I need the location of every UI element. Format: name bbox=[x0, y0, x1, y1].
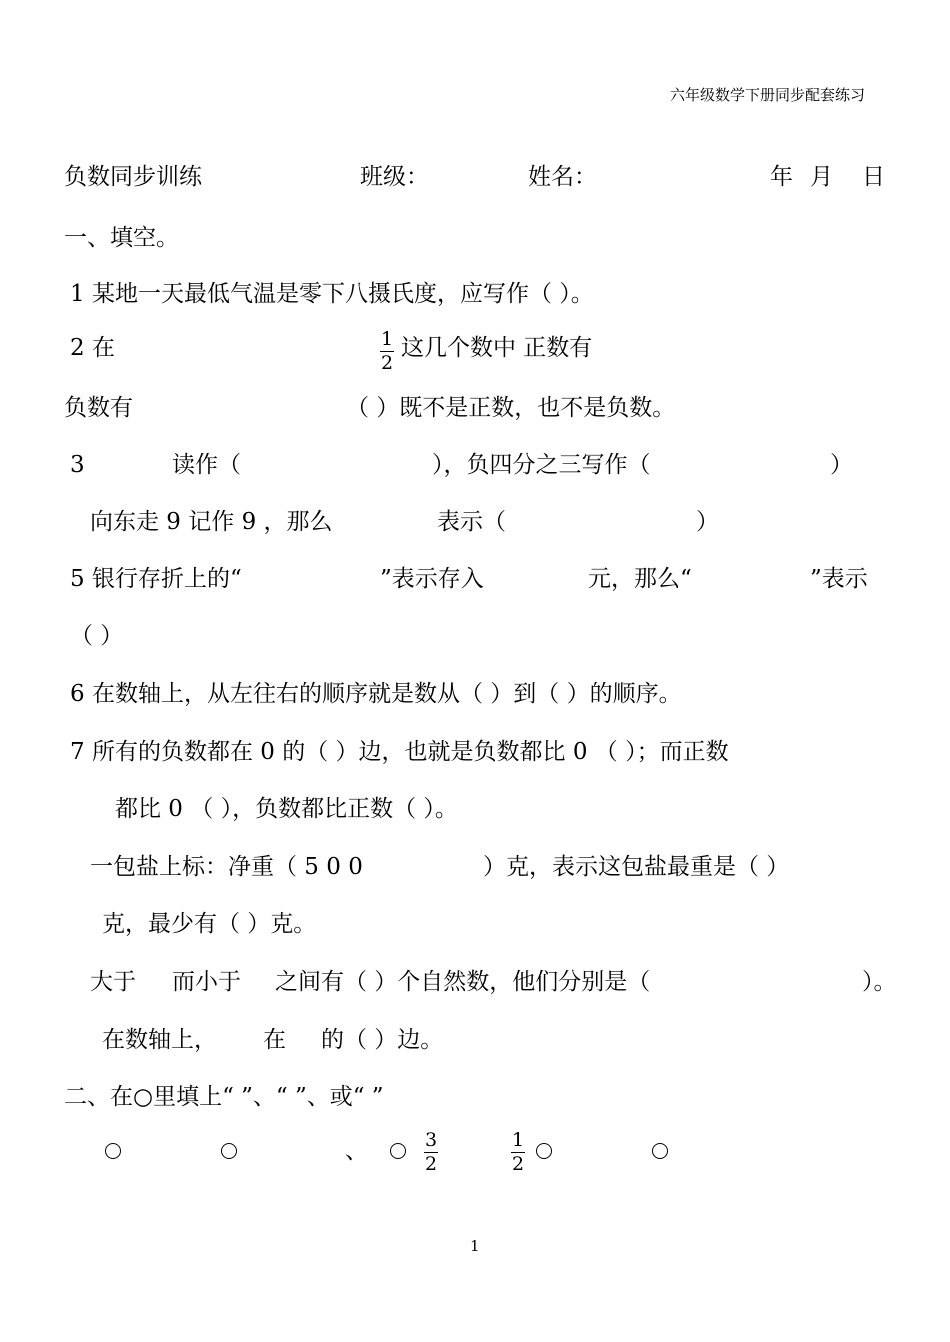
compare-circle-4[interactable] bbox=[536, 1143, 552, 1159]
question-4-text: 向东走 9 记作 9 ，那么 bbox=[90, 509, 333, 535]
question-2-negatives: 负数有 bbox=[64, 395, 133, 421]
question-5-yuan: 元，那么“ bbox=[588, 566, 692, 592]
compare-circle-1[interactable] bbox=[105, 1143, 121, 1159]
fraction-numerator: 3 bbox=[425, 1129, 438, 1151]
worksheet-title: 负数同步训练 bbox=[64, 164, 202, 190]
separator-comma: 、 bbox=[345, 1138, 368, 1164]
question-9-less: 而小于 bbox=[172, 969, 241, 995]
question-8-line2: 克，最少有（ ）克。 bbox=[102, 911, 317, 937]
fraction-denominator: 2 bbox=[512, 1153, 525, 1175]
question-1: 1 某地一天最低气温是零下八摄氏度，应写作（ ）。 bbox=[70, 281, 594, 307]
section2-heading: 二、在○里填上“ ”、“ ”、或“ ” bbox=[64, 1084, 384, 1110]
question-9-greater: 大于 bbox=[90, 969, 136, 995]
date-year: 年 bbox=[770, 164, 793, 190]
fraction-three-halves bbox=[424, 1131, 438, 1174]
fraction-numerator: 1 bbox=[512, 1129, 525, 1151]
question-7-line2: 都比 0 （ ），负数都比正数（ ）。 bbox=[115, 796, 458, 822]
class-label: 班级： bbox=[360, 164, 429, 190]
section1-heading: 一、填空。 bbox=[64, 225, 179, 251]
question-7-line1: 7 所有的负数都在 0 的（ ）边，也就是负数都比 0 （ ）；而正数 bbox=[70, 739, 729, 765]
date-month: 月 bbox=[810, 164, 833, 190]
question-5-deposit: ”表示存入 bbox=[380, 566, 484, 592]
fraction-one-half bbox=[380, 330, 394, 373]
page-number: 1 bbox=[470, 1237, 480, 1255]
question-5-blank: （ ） bbox=[70, 623, 124, 649]
compare-circle-2[interactable] bbox=[221, 1143, 237, 1159]
question-2-neither: （ ）既不是正数，也不是负数。 bbox=[346, 395, 676, 421]
compare-circle-3[interactable] bbox=[390, 1143, 406, 1159]
question-9-between: 之间有（ ）个自然数，他们分别是（ bbox=[275, 969, 651, 995]
question-4-close: ） bbox=[696, 509, 719, 535]
question-8-line1: 一包盐上标：净重（ 5 0 0 bbox=[90, 854, 363, 880]
fraction-denominator: 2 bbox=[425, 1153, 438, 1175]
question-8-grams: ）克，表示这包盐最重是（ ） bbox=[483, 854, 790, 880]
running-header: 六年级数学下册同步配套练习 bbox=[670, 86, 866, 104]
question-3-close: ） bbox=[830, 452, 853, 478]
question-2-number: 2 在 bbox=[70, 335, 115, 361]
fraction-one-half-2 bbox=[511, 1131, 525, 1174]
question-5-means: ”表示 bbox=[810, 566, 868, 592]
question-10-text: 在数轴上， bbox=[102, 1027, 217, 1053]
question-10-at: 在 bbox=[263, 1027, 286, 1053]
question-6: 6 在数轴上，从左往右的顺序就是数从（ ）到（ ）的顺序。 bbox=[70, 681, 682, 707]
question-3-number: 3 bbox=[70, 452, 85, 478]
compare-circle-5[interactable] bbox=[652, 1143, 668, 1159]
question-3-write: ），负四分之三写作（ bbox=[432, 452, 651, 478]
fraction-numerator: 1 bbox=[381, 328, 394, 350]
question-10-side: 的（ ）边。 bbox=[321, 1027, 444, 1053]
date-day: 日 bbox=[862, 164, 885, 190]
question-5-text: 5 银行存折上的“ bbox=[70, 566, 242, 592]
name-label: 姓名： bbox=[528, 164, 597, 190]
question-3-read: 读作（ bbox=[172, 452, 241, 478]
question-9-close: ）。 bbox=[862, 969, 897, 995]
fraction-denominator: 2 bbox=[381, 352, 394, 374]
question-2-text: 这几个数中 正数有 bbox=[401, 335, 593, 361]
question-4-means: 表示（ bbox=[437, 509, 506, 535]
